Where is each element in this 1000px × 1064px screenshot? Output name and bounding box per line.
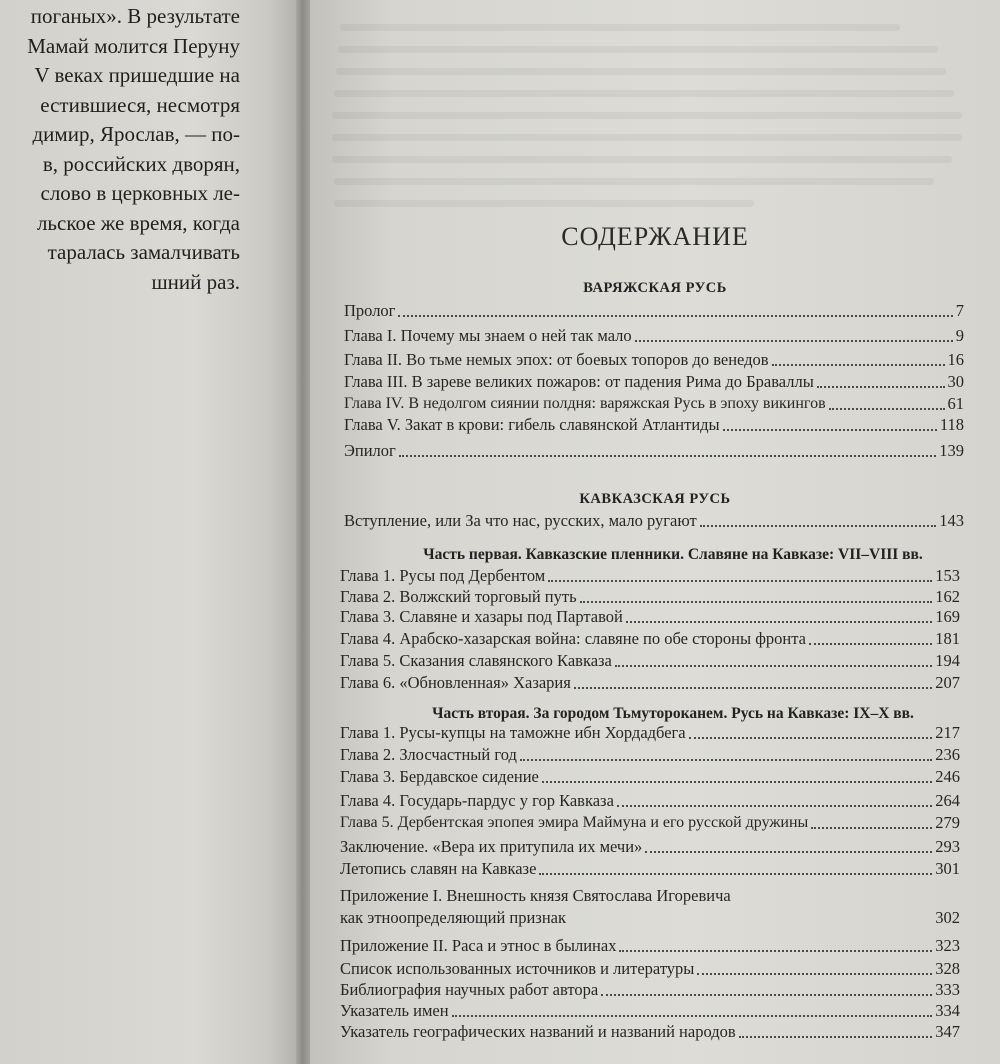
toc-entry bbox=[344, 371, 964, 393]
leader-dots bbox=[399, 455, 936, 457]
leader-dots bbox=[723, 429, 937, 431]
toc-entry-page: 279 bbox=[935, 813, 960, 832]
toc-entry-title: Эпилог bbox=[344, 441, 396, 460]
toc-entry bbox=[340, 586, 960, 608]
toc-entry-page: 16 bbox=[947, 350, 964, 369]
toc-entry bbox=[344, 325, 964, 347]
left-page-line: льское же время, когда bbox=[36, 210, 240, 235]
toc-entry-title: Заключение. «Вера их притупила их мечи» bbox=[340, 837, 643, 856]
leader-dots bbox=[697, 973, 932, 975]
toc-entry-title: Глава 5. Дербентская эпопея эмира Маймуна и его русской дружины bbox=[340, 814, 809, 831]
leader-dots bbox=[617, 805, 932, 807]
toc-entry bbox=[340, 979, 960, 1001]
left-page bbox=[0, 0, 296, 1064]
toc-entry bbox=[340, 858, 960, 880]
bleed-through bbox=[334, 90, 954, 97]
toc-entry bbox=[344, 300, 964, 322]
toc-entry-page: 9 bbox=[955, 326, 964, 345]
part-heading-first: Часть первая. Кавказские пленники. Славяне на Кавказе: VII–VIII вв. bbox=[423, 546, 923, 563]
right-page bbox=[310, 0, 1000, 1064]
book-spine bbox=[296, 0, 310, 1064]
toc-entry-title: Глава I. Почему мы знаем о ней так мало bbox=[344, 326, 632, 345]
section-heading-caucasian: КАВКАЗСКАЯ РУСЬ bbox=[579, 491, 731, 507]
toc-entry-page: 207 bbox=[935, 673, 960, 692]
toc-entry-title: Глава 3. Славяне и хазары под Партавой bbox=[340, 607, 623, 626]
section-heading-varangian: ВАРЯЖСКАЯ РУСЬ bbox=[583, 280, 727, 296]
toc-entry bbox=[340, 958, 960, 980]
toc-entry-page: 236 bbox=[935, 745, 960, 764]
toc-entry-title: Глава 2. Волжский торговый путь bbox=[340, 587, 577, 606]
toc-entry-title: Приложение II. Раса и этнос в былинах bbox=[340, 936, 617, 955]
toc-entry bbox=[340, 836, 960, 858]
toc-entry bbox=[340, 672, 960, 694]
leader-dots bbox=[645, 851, 932, 853]
bleed-through bbox=[336, 68, 946, 75]
toc-entry bbox=[340, 606, 960, 628]
toc-entry-page: 30 bbox=[947, 372, 964, 391]
toc-entry bbox=[340, 812, 960, 834]
toc-entry-title: Указатель географических названий и названий народов bbox=[340, 1022, 736, 1041]
toc-entry-title: Глава 6. «Обновленная» Хазария bbox=[340, 673, 571, 692]
left-page-line: Мамай молится Перуну bbox=[27, 33, 240, 58]
toc-entry-title: Глава 1. Русы под Дербентом bbox=[340, 566, 546, 585]
left-page-line: шний раз. bbox=[151, 269, 240, 294]
toc-entry-title: Глава IV. В недолгом сиянии полдня: варяжская Русь в эпоху викингов bbox=[344, 395, 826, 412]
toc-entry-page: 302 bbox=[935, 908, 960, 927]
bleed-through bbox=[332, 112, 962, 119]
bleed-through bbox=[338, 46, 938, 53]
toc-entry-page: 217 bbox=[935, 723, 960, 742]
toc-entry-page: 301 bbox=[935, 859, 960, 878]
leader-dots bbox=[580, 601, 933, 603]
leader-dots bbox=[626, 621, 932, 623]
toc-title: СОДЕРЖАНИЕ bbox=[561, 222, 749, 251]
leader-dots bbox=[817, 386, 945, 388]
toc-entry-title: Вступление, или За что нас, русских, мало ругают bbox=[344, 511, 697, 530]
toc-entry-page: 246 bbox=[935, 767, 960, 786]
toc-entry-title: Глава II. Во тьме немых эпох: от боевых топоров до венедов bbox=[344, 350, 769, 369]
toc-entry-title: Глава 2. Злосчастный год bbox=[340, 745, 517, 764]
toc-entry bbox=[340, 1000, 960, 1022]
bleed-through bbox=[334, 178, 934, 185]
toc-entry bbox=[340, 628, 960, 650]
toc-entry-title: Указатель имен bbox=[340, 1001, 449, 1020]
toc-entry-page: 334 bbox=[935, 1001, 960, 1020]
toc-entry bbox=[340, 790, 960, 812]
leader-dots bbox=[829, 408, 945, 410]
toc-entry-title: Глава 3. Бердавское сидение bbox=[340, 767, 539, 786]
toc-entry bbox=[340, 766, 960, 788]
bleed-through bbox=[334, 200, 754, 207]
toc-entry-page: 293 bbox=[935, 837, 960, 856]
leader-dots bbox=[619, 950, 932, 952]
toc-entry-title: Глава 5. Сказания славянского Кавказа bbox=[340, 651, 612, 670]
toc-entry-title: Список использованных источников и литературы bbox=[340, 959, 695, 978]
toc-entry bbox=[340, 1021, 960, 1043]
toc-entry-page: 333 bbox=[935, 980, 960, 999]
left-page-line: V веках пришедшие на bbox=[34, 63, 240, 87]
toc-entry-page: 181 bbox=[935, 629, 960, 648]
leader-dots bbox=[601, 994, 932, 996]
toc-entry-page: 328 bbox=[935, 959, 960, 978]
toc-entry-page: 7 bbox=[955, 301, 964, 320]
leader-dots bbox=[548, 580, 932, 582]
leader-dots bbox=[772, 364, 945, 366]
leader-dots bbox=[811, 827, 932, 829]
toc-entry-page: 323 bbox=[935, 936, 960, 955]
toc-entry-page: 139 bbox=[939, 441, 964, 460]
leader-dots bbox=[452, 1015, 933, 1017]
toc-entry-page: 169 bbox=[935, 607, 960, 626]
toc-entry bbox=[344, 393, 964, 415]
left-page-line: слово в церковных ле- bbox=[40, 181, 240, 205]
toc-entry-title: Летопись славян на Кавказе bbox=[340, 859, 537, 878]
toc-entry bbox=[340, 935, 960, 957]
leader-dots bbox=[809, 643, 932, 645]
toc-entry-title: Глава V. Закат в крови: гибель славянской Атлантиды bbox=[344, 415, 720, 434]
left-page-line: поганых». В результате bbox=[30, 4, 240, 28]
bleed-through bbox=[332, 156, 952, 163]
leader-dots bbox=[542, 781, 932, 783]
toc-entry-page: 153 bbox=[935, 566, 960, 585]
leader-dots bbox=[520, 759, 932, 761]
toc-entry-page: 143 bbox=[939, 511, 964, 530]
bleed-through bbox=[332, 134, 962, 141]
leader-dots bbox=[569, 922, 932, 924]
part-heading-second: Часть вторая. За городом Тьмутороканем. Русь на Кавказе: IX–X вв. bbox=[432, 705, 914, 722]
leader-dots bbox=[539, 873, 932, 875]
leader-dots bbox=[739, 1036, 933, 1038]
toc-entry-title: Библиография научных работ автора bbox=[340, 980, 599, 999]
left-page-line: в, российских дворян, bbox=[42, 151, 240, 176]
toc-entry bbox=[344, 510, 964, 532]
leader-dots bbox=[615, 665, 932, 667]
toc-entry-page: 264 bbox=[935, 791, 960, 810]
toc-entry bbox=[340, 722, 960, 744]
toc-entry-title: Глава 4. Арабско-хазарская война: славяне по обе стороны фронта bbox=[340, 629, 806, 648]
leader-dots bbox=[635, 340, 953, 342]
leader-dots bbox=[398, 315, 952, 317]
toc-entry-title: Глава 4. Государь-пардус у гор Кавказа bbox=[340, 791, 614, 810]
toc-entry-page: 194 bbox=[935, 651, 960, 670]
toc-entry bbox=[340, 744, 960, 766]
toc-entry-title: как этноопределяющий признак bbox=[340, 908, 566, 927]
toc-entry bbox=[340, 565, 960, 587]
left-page-line: естившиеся, несмотря bbox=[40, 92, 240, 117]
left-page-text bbox=[0, 2, 296, 297]
left-page-line: димир, Ярослав, — по- bbox=[32, 122, 240, 146]
toc-entry bbox=[344, 440, 964, 462]
toc-entry-page: 162 bbox=[935, 587, 960, 606]
leader-dots bbox=[574, 687, 932, 689]
toc-entry bbox=[344, 414, 964, 436]
toc-entry-title: Глава III. В зареве великих пожаров: от падения Рима до Бравалл​ы bbox=[344, 372, 814, 391]
bleed-through bbox=[340, 24, 900, 31]
toc-entry bbox=[344, 349, 964, 371]
appendix1-line1: Приложение I. Внешность князя Святослава Игоревича bbox=[340, 886, 731, 905]
left-page-line: таралась замалчивать bbox=[47, 240, 240, 264]
toc-entry-page: 118 bbox=[939, 415, 964, 434]
leader-dots bbox=[700, 525, 937, 527]
toc-entry-page: 347 bbox=[935, 1022, 960, 1041]
toc-entry bbox=[340, 907, 960, 929]
toc-entry bbox=[340, 650, 960, 672]
toc-entry-title: Глава 1. Русы-купцы на таможне ибн Хордадбега bbox=[340, 723, 686, 742]
leader-dots bbox=[689, 737, 933, 739]
toc-entry-title: Пролог bbox=[344, 301, 396, 320]
toc-entry-page: 61 bbox=[947, 394, 964, 413]
